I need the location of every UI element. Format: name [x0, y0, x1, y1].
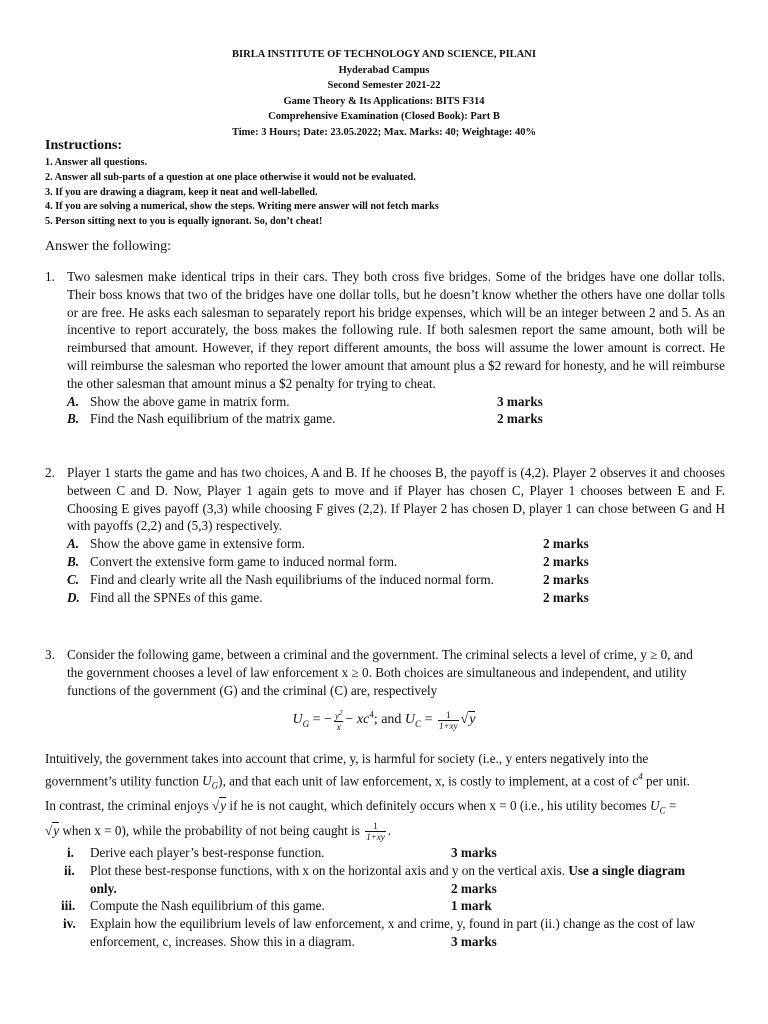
part-marks: 2 marks — [543, 571, 589, 587]
part-text: Find the Nash equilibrium of the matrix game. — [90, 411, 336, 427]
part-label: B. — [67, 553, 80, 569]
part-text: Compute the Nash equilibrium of this game. — [90, 898, 325, 914]
part-row — [67, 571, 725, 589]
question-text: functions of the government (G) and the criminal (C) are, respectively — [67, 682, 438, 698]
part-marks: 2 marks — [543, 536, 589, 552]
part-label: D. — [67, 589, 80, 605]
part-row — [67, 410, 725, 428]
part-label: A. — [67, 536, 80, 552]
answer-heading: Answer the following: — [45, 239, 171, 254]
part-row — [45, 880, 725, 898]
part-row — [45, 933, 725, 951]
part-text: Convert the extensive form game to induced normal form. — [90, 553, 398, 569]
question-text: Player 1 starts the game and has two choices, A and B. If he chooses B, the payoff is (4,2). Player 2 observes it and chooses between C and D. Now, Player 1 again gets to move and if Player has chosen C, Player 1 chooses between E and F. Choosing E gives payoff (3,3) while choosing F gives (2,2). If Player 2 has chosen D, player 1 can chose between G and H with payoffs (2,2) and (5,3) respectively. — [67, 465, 725, 534]
part-marks: 3 marks — [451, 845, 497, 860]
instruction-item: 2. Answer all sub-parts of a question at one place otherwise it would not be evaluated. — [45, 171, 416, 183]
question-number: 1. — [45, 269, 55, 284]
part-text: Show the above game in matrix form. — [90, 393, 290, 409]
part-label: i. — [67, 845, 74, 860]
part-text: Derive each player’s best-response function. — [90, 845, 325, 860]
question-parts — [67, 535, 725, 606]
part-marks: 2 marks — [543, 589, 589, 605]
part-text: Show the above game in extensive form. — [90, 536, 305, 552]
question-text: Two salesmen make identical trips in their cars. They both cross five bridges. Some of the bridges have one dollar tolls. Their boss knows that two of the bridges have one dollar tolls, but he doesn’t know whether the others have one dollar tolls or are free. He asks each salesman to separately report his bridge expenses, which will be an integer between 2 and 5. As an incentive to report accurately, the boss makes the following rule. If both salesmen report the same amount, both will be reimbursed that amount. However, if they report different amounts, the boss will assume the lower amount is correct. He will reimburse the salesman who reported the lower amount that amount plus a $2 reward for honesty, and he will reimburse the other salesman that amount minus a $2 penalty for trying to cheat. — [67, 269, 725, 391]
part-marks: 2 marks — [451, 880, 497, 896]
instruction-item: 3. If you are drawing a diagram, keep it neat and well-labelled. — [45, 186, 318, 198]
paragraph-line: government’s utility function $U_G$), and that each unit of law enforcement, x, is costly to implement, at a cost of $c^4$ per unit. — [45, 772, 690, 792]
campus-name: Hyderabad Campus — [338, 64, 430, 76]
semester: Second Semester 2021-22 — [327, 80, 441, 91]
part-row — [67, 589, 725, 607]
instructions-list — [45, 156, 439, 230]
part-text: Find all the SPNEs of this game. — [90, 589, 263, 605]
part-label: A. — [67, 393, 80, 409]
question-parts — [67, 393, 725, 429]
part-label: ii. — [64, 862, 75, 878]
part-row — [45, 844, 725, 862]
question-number: 2. — [45, 465, 55, 480]
part-text-main: Plot these best-response functions, with x on the horizontal axis and y on the vertical axis. — [90, 862, 566, 878]
instruction-item: 4. If you are solving a numerical, show the steps. Writing mere answer will not fetch marks — [45, 201, 439, 213]
question-number: 3. — [45, 647, 55, 662]
paragraph-text: when x = 0), while the probability of not being caught is — [62, 822, 360, 838]
utility-formula: $U_G$ = − $\frac{y^2}{x}$ − $xc^4$; and $U_C$ = $\frac{1}{1+xy}$ √y — [292, 709, 476, 732]
part-marks: 2 marks — [497, 411, 543, 427]
part-row — [45, 915, 725, 933]
exam-header — [0, 47, 768, 140]
instructions-title: Instructions: — [45, 138, 123, 153]
part-marks: 2 marks — [543, 553, 589, 569]
paragraph-text: ), and that each unit of law enforcement, x, is costly to implement, at a cost of — [218, 773, 630, 789]
question-2 — [45, 464, 725, 606]
part-row — [45, 897, 725, 915]
part-text — [90, 862, 685, 880]
instruction-item: 1. Answer all questions. — [45, 157, 147, 168]
paragraph-text: if he is not caught, which definitely occurs when x = 0 (i.e., his utility becomes — [229, 798, 647, 814]
part-text-emphasis: Use a single diagram — [568, 862, 686, 878]
part-row — [67, 553, 725, 571]
part-row — [45, 862, 725, 880]
instruction-item: 5. Person sitting next to you is equally ignorant. So, don’t cheat! — [45, 216, 323, 228]
part-marks: 1 mark — [451, 898, 492, 914]
q3-parts — [45, 844, 725, 951]
course-title: Game Theory & Its Applications: BITS F314 — [283, 95, 485, 107]
paragraph-line: In contrast, the criminal enjoys √y if he is not caught, which definitely occurs when x = 0 (i.e., his utility becomes $U_C$ = — [45, 798, 677, 816]
paragraph-line: √y when x = 0), while the probability of not being caught is $\frac{1}{1+xy}$ . — [45, 821, 392, 843]
question-text: the government chooses a level of law enforcement x ≥ 0. Both choices are simultaneous and independent, and utility — [67, 664, 687, 680]
question-1 — [45, 268, 725, 428]
part-marks: 3 marks — [497, 393, 543, 409]
formula-connector: ; and — [373, 712, 402, 728]
part-marks: 3 marks — [451, 933, 497, 949]
part-text-emphasis: only. — [90, 880, 117, 896]
question-text: Consider the following game, between a criminal and the government. The criminal selects a level of crime, y ≥ 0, and — [67, 647, 693, 662]
paragraph-line: Intuitively, the government takes into account that crime, y, is harmful for society (i.e., y enters negatively into the — [45, 751, 649, 766]
question-3 — [45, 646, 725, 699]
institute-name: BIRLA INSTITUTE OF TECHNOLOGY AND SCIENCE, PILANI — [232, 49, 536, 60]
part-label: C. — [67, 571, 80, 587]
paragraph-text: government’s utility function — [45, 773, 199, 789]
exam-meta: Time: 3 Hours; Date: 23.05.2022; Max. Marks: 40; Weightage: 40% — [231, 126, 537, 138]
q3-intuition-paragraph — [45, 749, 723, 842]
paragraph-text: per unit. — [646, 773, 690, 789]
paragraph-text: In contrast, the criminal enjoys — [45, 798, 209, 814]
part-text: Find and clearly write all the Nash equilibriums of the induced normal form. — [90, 571, 494, 587]
exam-title: Comprehensive Examination (Closed Book): Part B — [268, 111, 500, 122]
part-row — [67, 393, 725, 411]
part-text: Explain how the equilibrium levels of law enforcement, x and crime, y, found in part (ii.) change as the cost of law — [90, 916, 696, 932]
part-label: iii. — [61, 898, 76, 914]
part-row — [67, 535, 725, 553]
part-label: B. — [67, 411, 80, 427]
part-text: enforcement, c, increases. Show this in a diagram. — [90, 933, 355, 949]
part-label: iv. — [63, 916, 76, 932]
